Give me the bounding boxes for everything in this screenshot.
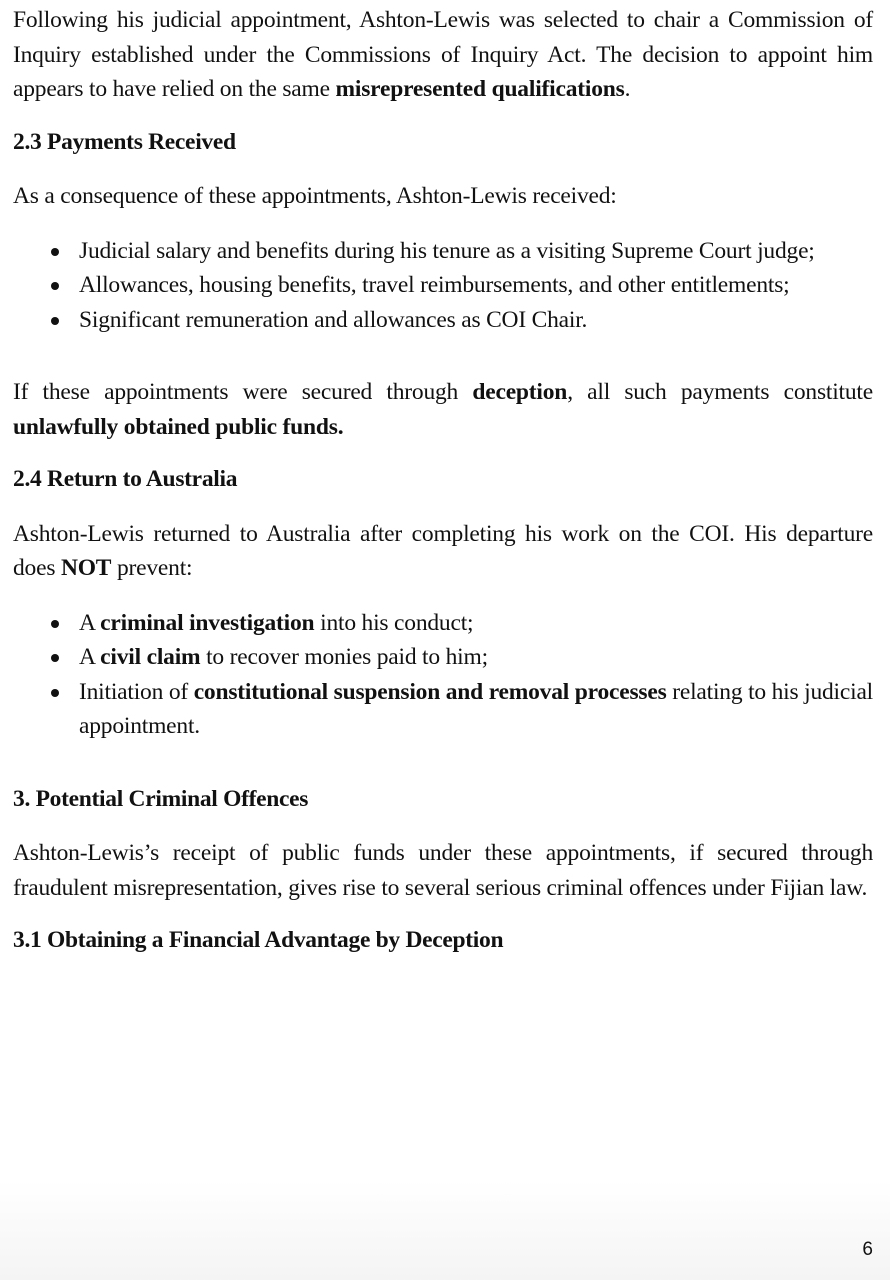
return-text-1: Ashton-Lewis returned to Australia after completing his work on the COI. His departure does (13, 520, 873, 581)
page-content (13, 3, 873, 958)
heading-3-1: 3.1 Obtaining a Financial Advantage by Deception (13, 927, 504, 953)
conclusion-text-1: If these appointments were secured through (13, 379, 473, 405)
bullet-icon (51, 689, 59, 697)
list-item (13, 675, 873, 744)
list-item-text: to recover monies paid to him; (200, 644, 488, 670)
conclusion-text-2: , all such payments constitute (567, 379, 873, 405)
intro-text-1: Following his judicial appointment, Ashton-Lewis was selected to chair a Commission of Inquiry established under the Commissions of Inquiry Act. The decision to appoint him appears to have relied on the same (13, 7, 873, 102)
return-lead-paragraph (13, 517, 873, 586)
list-item-text: into his conduct; (314, 609, 474, 636)
heading-2-4: 2.4 Return to Australia (13, 466, 238, 492)
offences-paragraph: Ashton-Lewis’s receipt of public funds under these appointments, if secured through fraudulent misrepresentation, gives rise to several serious criminal offences under Fijian law. (13, 840, 873, 901)
consequences-list (13, 606, 873, 744)
payments-list (13, 234, 873, 338)
payments-lead-paragraph: As a consequence of these appointments, Ashton-Lewis received: (13, 183, 617, 209)
list-item-text: Judicial salary and benefits during his tenure as a visiting Supreme Court judge; (79, 237, 815, 264)
list-item-text: A (79, 609, 101, 636)
page-number: 6 (862, 1239, 873, 1260)
list-item (13, 303, 873, 338)
conclusion-bold-deception: deception (472, 379, 568, 405)
list-item (13, 268, 873, 303)
list-item-text: Initiation of (79, 678, 194, 705)
list-item-text: Allowances, housing benefits, travel reimbursements, and other entitlements; (79, 272, 790, 298)
list-item-text: A (79, 644, 101, 670)
bullet-icon (51, 317, 59, 325)
list-item-bold: civil claim (100, 644, 201, 670)
list-item-text: Significant remuneration and allowances as COI Chair. (79, 306, 588, 333)
heading-3: 3. Potential Criminal Offences (13, 785, 309, 812)
intro-text-2: . (624, 76, 631, 102)
bullet-icon (51, 248, 59, 256)
conclusion-bold-unlawful-funds: unlawfully obtained public funds. (13, 413, 344, 440)
list-item-bold: constitutional suspension and removal processes (193, 678, 667, 705)
intro-bold-misrepresented: misrepresented qualifications (335, 76, 625, 102)
list-item (13, 640, 873, 675)
list-item-text: relating to his judicial appointment. (79, 678, 874, 739)
list-item (13, 606, 873, 641)
heading-2-3: 2.3 Payments Received (13, 128, 236, 155)
return-text-2: prevent: (111, 555, 193, 581)
bullet-icon (51, 620, 59, 628)
payments-conclusion-paragraph (13, 375, 873, 444)
return-bold-not: NOT (60, 555, 112, 581)
bullet-icon (51, 282, 59, 290)
bullet-icon (51, 654, 59, 662)
intro-paragraph (13, 3, 873, 107)
list-item (13, 234, 873, 269)
list-item-bold: criminal investigation (100, 609, 315, 636)
